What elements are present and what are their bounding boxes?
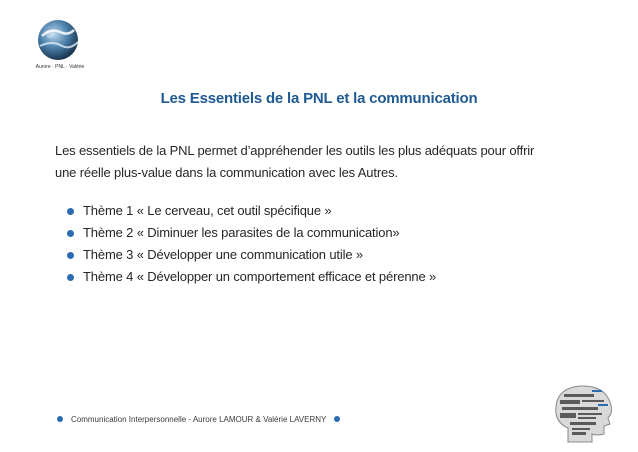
theme-item-2 (67, 222, 436, 244)
intro-line-2: une réelle plus-value dans la communication avec les Autres. (55, 165, 398, 180)
footer-text: Communication Interpersonnelle - Aurore LAMOUR & Valérie LAVERNY (71, 414, 327, 424)
slide-title: Les Essentiels de la PNL et la communication (160, 90, 478, 107)
footer-bullet-icon (334, 416, 340, 422)
theme-label: Thème 3 « Développer une communication utile » (83, 247, 363, 262)
bullet-icon (67, 274, 74, 281)
theme-label: Thème 2 « Diminuer les parasites de la communication» (83, 225, 400, 240)
theme-label: Thème 4 « Développer un comportement efficace et pérenne » (83, 269, 437, 284)
theme-label: Thème 1 « Le cerveau, cet outil spécifique » (83, 203, 332, 218)
bullet-icon (67, 252, 74, 259)
word-cloud-head-icon (548, 382, 618, 444)
theme-item-1 (67, 200, 436, 222)
footer-bullet-icon (57, 416, 63, 422)
brand-logo (26, 16, 94, 74)
bullet-icon (67, 230, 74, 237)
bullet-icon (67, 208, 74, 215)
themes-list (67, 200, 436, 288)
intro-line-1: Les essentiels de la PNL permet d’appréhender les outils les plus adéquats pour offrir (55, 143, 535, 158)
slide-footer (57, 412, 340, 426)
logo-caption: Aurore · PNL · Valérie (35, 64, 85, 70)
theme-item-4 (67, 266, 436, 288)
globe-logo-icon (26, 16, 94, 64)
theme-item-3 (67, 244, 436, 266)
intro-paragraph (55, 140, 595, 184)
